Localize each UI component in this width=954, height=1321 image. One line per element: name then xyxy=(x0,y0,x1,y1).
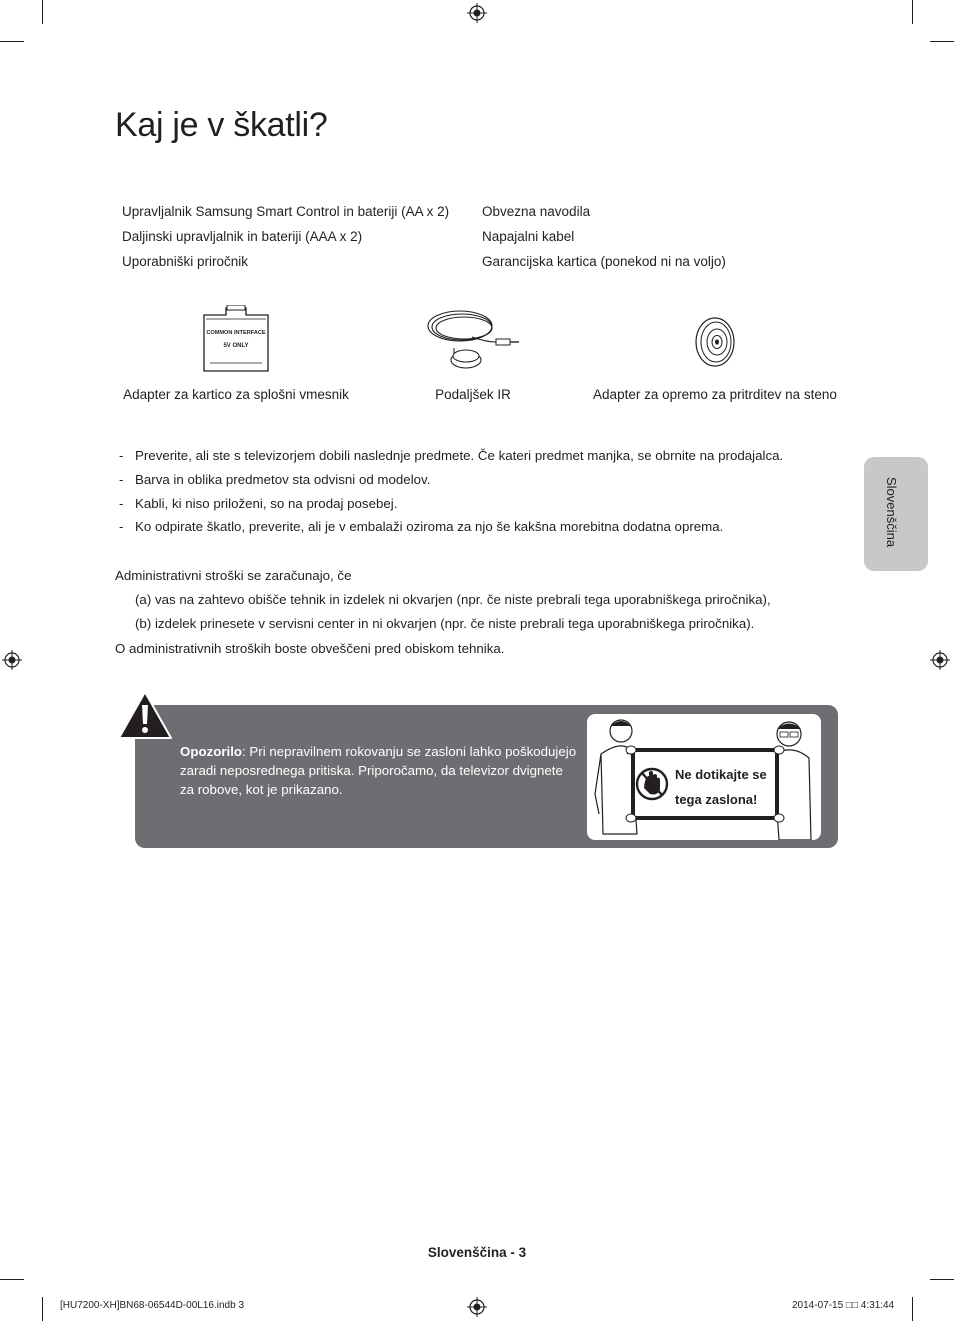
warning-label: Opozorilo xyxy=(180,744,243,759)
registration-mark-icon xyxy=(467,1297,487,1317)
note-text: Preverite, ali ste s televizorjem dobili naslednje predmete. Če kateri predmet manjka, se obrnite na prodajalca. xyxy=(135,448,784,463)
ir-extender-cable-icon xyxy=(424,304,522,376)
registration-mark-icon xyxy=(467,3,487,23)
page-title: Kaj je v škatli? xyxy=(115,106,328,144)
warning-text xyxy=(180,742,580,799)
registration-mark-icon xyxy=(930,650,950,670)
ci-card-adapter-icon xyxy=(198,305,274,375)
crop-mark xyxy=(912,1297,913,1321)
language-side-tab xyxy=(864,457,928,571)
admin-outro: O administrativnih stroških boste obveščeni pred obiskom tehnika. xyxy=(115,641,505,656)
contents-item: Upravljalnik Samsung Smart Control in bateriji (AA x 2) xyxy=(122,204,450,219)
crop-mark xyxy=(42,0,43,24)
ci-card-label: COMMON INTERFACE xyxy=(206,330,266,336)
contents-item: Napajalni kabel xyxy=(482,229,575,244)
list-item xyxy=(119,519,723,534)
crop-mark xyxy=(930,41,954,42)
print-slug-date: 2014-07-15 □□ 4:31:44 xyxy=(792,1300,895,1311)
ci-card-label: 5V ONLY xyxy=(223,343,249,349)
page-number: Slovenščina - 3 xyxy=(427,1245,527,1260)
bullet-dash: - xyxy=(119,519,124,534)
accessory-caption: Adapter za opremo za pritrditev na steno xyxy=(593,387,837,402)
tv-handling-illustration xyxy=(587,714,821,840)
contents-item: Uporabniški priročnik xyxy=(122,254,249,269)
list-item xyxy=(119,448,783,463)
tv-screen-line: tega zaslona! xyxy=(675,792,758,807)
warning-triangle-icon xyxy=(117,690,173,740)
language-side-tab-label: Slovenščina xyxy=(884,477,899,548)
note-text: Barva in oblika predmetov sta odvisni od modelov. xyxy=(135,472,431,487)
contents-item: Daljinski upravljalnik in bateriji (AAA x 2) xyxy=(122,229,363,244)
crop-mark xyxy=(912,0,913,24)
accessory-caption: Podaljšek IR xyxy=(435,387,511,402)
bullet-dash: - xyxy=(119,496,124,511)
warning-body: : Pri nepravilnem rokovanju se zasloni lahko poškodujejo zaradi neposrednega pritiska. Priporočamo, da televizor dvignete za robove, kot je prikazano. xyxy=(180,744,577,797)
admin-case-b: (b) izdelek prinesete v servisni center in ni okvarjen (npr. če niste prebrali tega uporabniškega priročnika). xyxy=(135,616,755,631)
note-text: Ko odpirate škatlo, preverite, ali je v embalaži oziroma za njo še kakšna morebitna dodatna oprema. xyxy=(135,519,724,534)
crop-mark xyxy=(930,1279,954,1280)
admin-case-a: (a) vas na zahtevo obišče tehnik in izdelek ni okvarjen (npr. če niste prebrali tega uporabniškega priročnika), xyxy=(135,592,771,607)
tv-screen-line: Ne dotikajte se xyxy=(675,767,767,782)
crop-mark xyxy=(0,1279,24,1280)
crop-mark xyxy=(0,41,24,42)
contents-item: Obvezna navodila xyxy=(482,204,591,219)
bullet-dash: - xyxy=(119,472,124,487)
registration-mark-icon xyxy=(2,650,22,670)
tv-screen-text xyxy=(675,762,767,812)
list-item xyxy=(119,496,397,511)
wall-mount-adapter-icon xyxy=(690,314,740,370)
note-text: Kabli, ki niso priloženi, so na prodaj posebej. xyxy=(135,496,398,511)
crop-mark xyxy=(42,1297,43,1321)
print-slug-file: [HU7200-XH]BN68-06544D-00L16.indb 3 xyxy=(60,1300,245,1311)
accessory-caption: Adapter za kartico za splošni vmesnik xyxy=(123,387,349,402)
bullet-dash: - xyxy=(119,448,124,463)
admin-intro: Administrativni stroški se zaračunajo, če xyxy=(115,568,352,583)
list-item xyxy=(119,472,430,487)
contents-item: Garancijska kartica (ponekod ni na voljo) xyxy=(482,254,726,269)
